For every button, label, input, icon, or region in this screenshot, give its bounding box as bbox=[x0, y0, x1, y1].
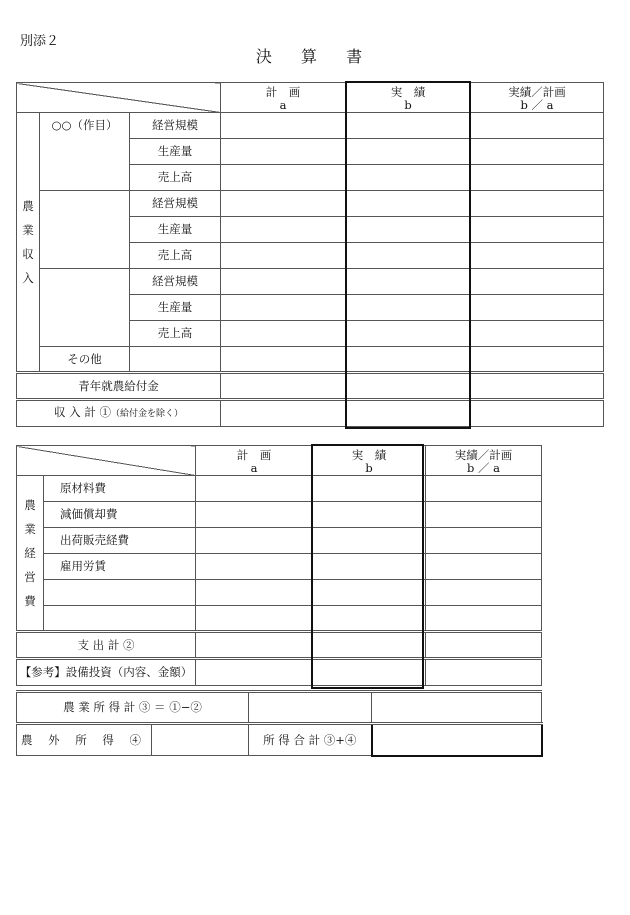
cell[interactable] bbox=[221, 243, 346, 269]
item-production-volume: 生産量 bbox=[130, 217, 221, 243]
reference-investment-label: 【参考】設備投資（内容、金額） bbox=[17, 659, 196, 686]
expense-table bbox=[16, 445, 542, 686]
cell[interactable] bbox=[471, 347, 604, 373]
total-income-label: 所 得 合 計 ③+④ bbox=[249, 724, 372, 756]
cell[interactable] bbox=[471, 295, 604, 321]
actual-column-highlight bbox=[345, 81, 471, 429]
cell[interactable] bbox=[471, 191, 604, 217]
income-category-label: 農 業 収 入 bbox=[17, 113, 40, 373]
grant-label: 青年就農給付金 bbox=[17, 373, 221, 400]
cell[interactable] bbox=[471, 165, 604, 191]
cell[interactable] bbox=[221, 165, 346, 191]
item-management-scale: 経営規模 bbox=[130, 191, 221, 217]
header-diagonal-cell bbox=[17, 446, 196, 476]
item-sales: 売上高 bbox=[130, 243, 221, 269]
cell[interactable] bbox=[130, 347, 221, 373]
cell[interactable] bbox=[196, 528, 313, 554]
cell[interactable] bbox=[372, 692, 542, 723]
expense-total-label: 支 出 計 ② bbox=[17, 632, 196, 659]
crop-label: ○○（作目） bbox=[40, 113, 130, 191]
cell[interactable] bbox=[471, 400, 604, 427]
item-labor: 雇用労賃 bbox=[44, 554, 196, 580]
cell[interactable] bbox=[196, 580, 313, 606]
cell[interactable] bbox=[426, 528, 542, 554]
summary-income-table bbox=[16, 722, 543, 757]
annex-label: 別添２ bbox=[20, 34, 60, 49]
cell[interactable] bbox=[221, 269, 346, 295]
cell[interactable] bbox=[249, 692, 372, 723]
item-empty[interactable] bbox=[44, 580, 196, 606]
header-ratio: 実績／計画 b ／ a bbox=[471, 83, 604, 113]
income-total-label: 収 入 計 ①（給付金を除く） bbox=[17, 400, 221, 427]
cell[interactable] bbox=[221, 321, 346, 347]
income-table bbox=[16, 82, 604, 427]
cell[interactable] bbox=[426, 632, 542, 659]
cell[interactable] bbox=[471, 113, 604, 139]
cell[interactable] bbox=[426, 502, 542, 528]
item-materials: 原材料費 bbox=[44, 476, 196, 502]
item-management-scale: 経営規模 bbox=[130, 269, 221, 295]
total-income-value-cell[interactable] bbox=[372, 724, 542, 756]
nonfarm-income-label: 農 外 所 得 ④ bbox=[17, 724, 152, 756]
expense-category-label: 農 業 経 営 費 bbox=[17, 476, 44, 632]
cell[interactable] bbox=[221, 373, 346, 400]
cell[interactable] bbox=[196, 554, 313, 580]
cell[interactable] bbox=[471, 243, 604, 269]
cell[interactable] bbox=[426, 659, 542, 686]
header-plan: 計 画 a bbox=[221, 83, 346, 113]
actual-column-highlight bbox=[311, 444, 424, 689]
item-management-scale: 経営規模 bbox=[130, 113, 221, 139]
cell[interactable] bbox=[196, 606, 313, 632]
cell[interactable] bbox=[471, 217, 604, 243]
cell[interactable] bbox=[221, 400, 346, 427]
cell[interactable] bbox=[471, 139, 604, 165]
item-production-volume: 生産量 bbox=[130, 139, 221, 165]
cell[interactable] bbox=[426, 554, 542, 580]
cell[interactable] bbox=[426, 476, 542, 502]
item-production-volume: 生産量 bbox=[130, 295, 221, 321]
item-empty[interactable] bbox=[44, 606, 196, 632]
crop-label-empty[interactable] bbox=[40, 191, 130, 269]
cell[interactable] bbox=[221, 217, 346, 243]
cell[interactable] bbox=[221, 347, 346, 373]
cell[interactable] bbox=[426, 580, 542, 606]
cell[interactable] bbox=[196, 659, 313, 686]
item-shipping-sales: 出荷販売経費 bbox=[44, 528, 196, 554]
cell[interactable] bbox=[152, 724, 249, 756]
cell[interactable] bbox=[221, 139, 346, 165]
page-title: 決 算 書 bbox=[255, 47, 375, 66]
cell[interactable] bbox=[221, 113, 346, 139]
item-sales: 売上高 bbox=[130, 165, 221, 191]
header-actual: 実 績 b bbox=[346, 83, 471, 113]
cell[interactable] bbox=[426, 606, 542, 632]
farm-income-label: 農 業 所 得 計 ③ ＝ ①−② bbox=[17, 692, 249, 723]
cell[interactable] bbox=[196, 502, 313, 528]
cell[interactable] bbox=[221, 295, 346, 321]
item-depreciation: 減価償却費 bbox=[44, 502, 196, 528]
crop-label-empty[interactable] bbox=[40, 269, 130, 347]
cell[interactable] bbox=[196, 632, 313, 659]
cell[interactable] bbox=[196, 476, 313, 502]
header-diagonal-cell bbox=[17, 83, 221, 113]
header-plan: 計 画 a bbox=[196, 446, 313, 476]
other-label: その他 bbox=[40, 347, 130, 373]
cell[interactable] bbox=[471, 269, 604, 295]
header-ratio: 実績／計画 b ／ a bbox=[426, 446, 542, 476]
cell[interactable] bbox=[221, 191, 346, 217]
item-sales: 売上高 bbox=[130, 321, 221, 347]
cell[interactable] bbox=[471, 321, 604, 347]
cell[interactable] bbox=[471, 373, 604, 400]
summary-table bbox=[16, 690, 542, 723]
header-actual: 実 績 b bbox=[313, 446, 426, 476]
